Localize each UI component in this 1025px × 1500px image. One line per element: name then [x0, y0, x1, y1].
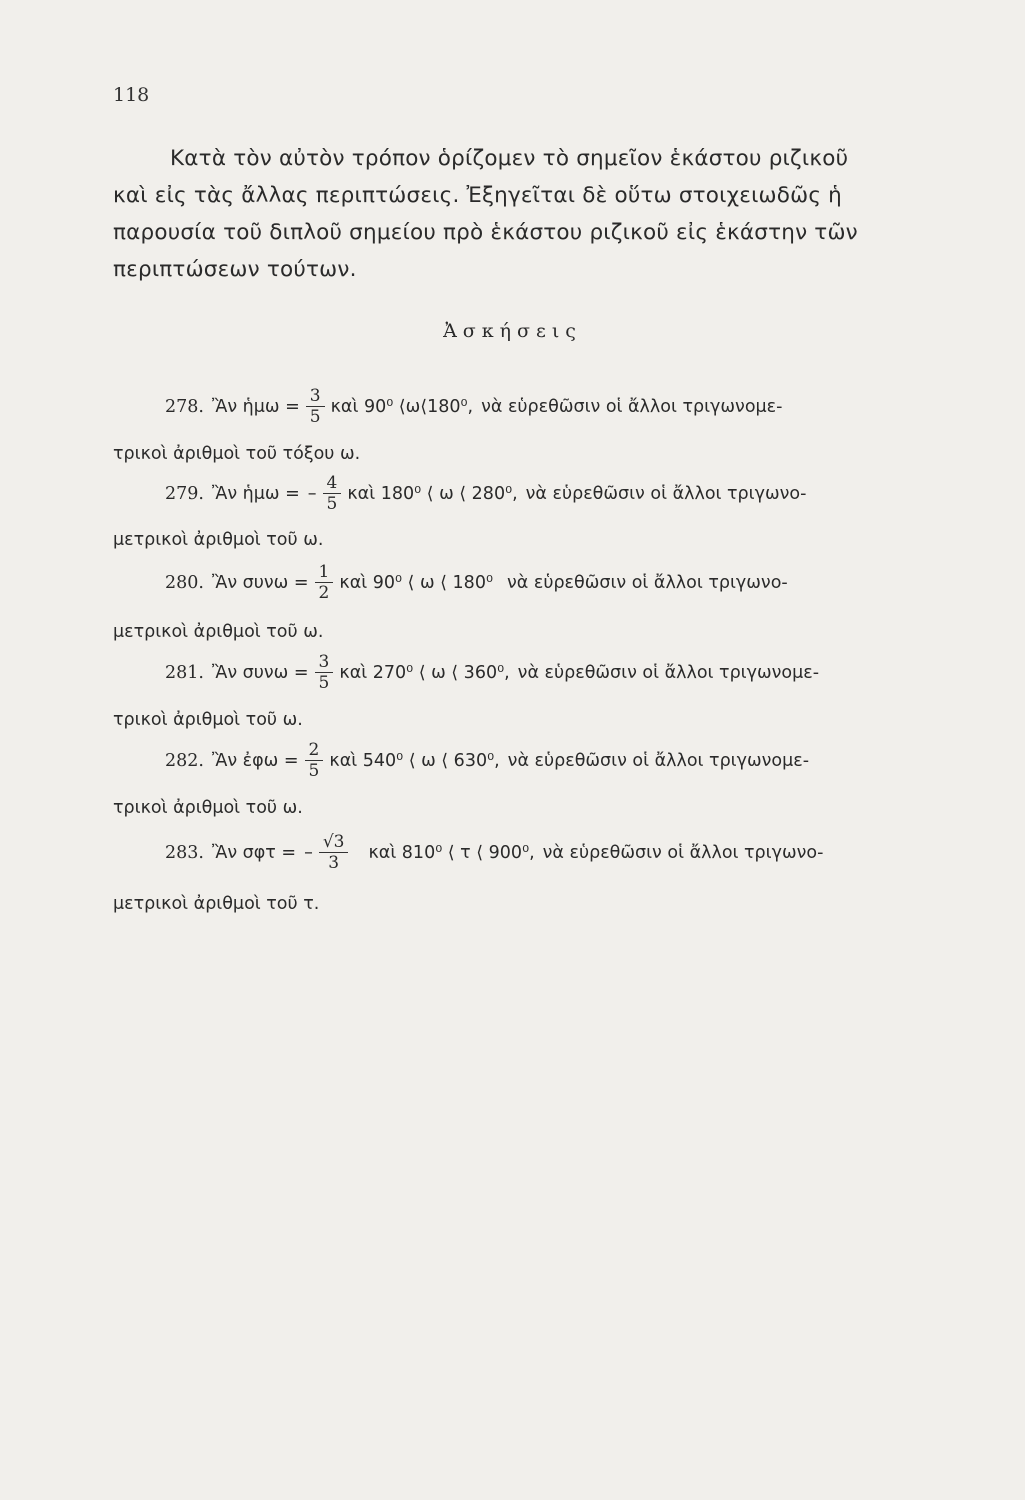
- exercise-number: 278.: [165, 396, 204, 417]
- fraction-numerator: 3: [306, 386, 325, 407]
- exercise-number: 280.: [165, 572, 204, 593]
- exercise-sign: –: [307, 483, 317, 504]
- fraction-numerator: 1: [315, 562, 334, 583]
- fraction-denominator: 5: [308, 761, 320, 781]
- exercise-lead: Ἂν συνω =: [211, 572, 309, 593]
- exercise-continuation: τρικοὶ ἀριθμοὶ τοῦ ω.: [113, 798, 303, 818]
- exercise-rest: νὰ εὑρεθῶσιν οἱ ἄλλοι τριγωνο-: [525, 483, 807, 504]
- exercise-sign: –: [304, 842, 313, 863]
- exercise-condition: καὶ 540⁰ ⟨ ω ⟨ 630⁰,: [329, 750, 500, 771]
- paragraph-line: παρουσία τοῦ διπλοῦ σημείου πρὸ ἑκάστου ριζικοῦ εἰς ἑκάστην τῶν: [113, 220, 858, 245]
- exercise-condition: καὶ 270⁰ ⟨ ω ⟨ 360⁰,: [339, 662, 510, 683]
- exercise-lead: Ἂν συνω =: [211, 662, 309, 683]
- fraction-denominator: 2: [318, 583, 330, 603]
- paragraph-line: περιπτώσεων τούτων.: [113, 257, 357, 282]
- exercise-continuation: τρικοὶ ἀριθμοὶ τοῦ τόξου ω.: [113, 444, 361, 464]
- fraction-numerator: 3: [315, 652, 334, 673]
- exercise-number: 281.: [165, 662, 204, 683]
- exercise-condition: καὶ 90⁰ ⟨ω⟨180⁰,: [330, 396, 474, 417]
- fraction-denominator: 5: [326, 494, 338, 514]
- fraction-denominator: 3: [328, 853, 340, 873]
- exercise-number: 279.: [165, 483, 204, 504]
- intro-paragraph: [113, 140, 963, 288]
- exercise-continuation: τρικοὶ ἀριθμοὶ τοῦ ω.: [113, 710, 303, 730]
- exercise-line: [165, 652, 819, 693]
- paragraph-line: Κατὰ τὸν αὐτὸν τρόπον ὁρίζομεν τὸ σημεῖον ἑκάστου ριζικοῦ: [170, 146, 849, 171]
- fraction-numerator: 4: [323, 473, 342, 494]
- exercise-lead: Ἂν ἐφω =: [211, 750, 299, 771]
- exercise-rest: νὰ εὑρεθῶσιν οἱ ἄλλοι τριγωνομε-: [507, 750, 810, 771]
- exercise-rest: νὰ εὑρεθῶσιν οἱ ἄλλοι τριγωνομε-: [481, 396, 783, 417]
- exercise-lead: Ἂν ἡμω =: [211, 483, 300, 504]
- fraction-numerator: √3: [319, 832, 349, 853]
- exercise-line: [165, 473, 806, 514]
- exercise-lead: Ἂν ἡμω =: [211, 396, 300, 417]
- fraction-denominator: 5: [318, 673, 330, 693]
- exercise-lead: Ἂν σφτ =: [211, 842, 297, 863]
- fraction: [305, 740, 324, 781]
- fraction: [306, 386, 325, 427]
- exercise-number: 282.: [165, 750, 204, 771]
- exercise-continuation: μετρικοὶ ἀριθμοὶ τοῦ ω.: [113, 622, 324, 642]
- fraction: [315, 652, 334, 693]
- exercise-number: 283.: [165, 842, 204, 863]
- exercise-line: [165, 386, 782, 427]
- section-heading: Ἀσκήσεις: [443, 320, 582, 342]
- paragraph-line: καὶ εἰς τὰς ἄλλας περιπτώσεις. Ἐξηγεῖται δὲ οὕτω στοιχειωδῶς ἡ: [113, 183, 842, 208]
- exercise-line: [165, 562, 788, 603]
- exercise-rest: νὰ εὑρεθῶσιν οἱ ἄλλοι τριγωνο-: [542, 842, 824, 863]
- exercise-continuation: μετρικοὶ ἀριθμοὶ τοῦ τ.: [113, 894, 320, 914]
- fraction-denominator: 5: [309, 407, 321, 427]
- exercise-line: [165, 740, 809, 781]
- fraction-numerator: 2: [305, 740, 324, 761]
- exercise-rest: νὰ εὑρεθῶσιν οἱ ἄλλοι τριγωνο-: [506, 572, 788, 593]
- exercise-continuation: μετρικοὶ ἀριθμοὶ τοῦ ω.: [113, 530, 324, 550]
- fraction: [315, 562, 334, 603]
- exercise-line: [165, 832, 823, 873]
- exercise-condition: καὶ 90⁰ ⟨ ω ⟨ 180⁰: [339, 572, 493, 593]
- exercise-rest: νὰ εὑρεθῶσιν οἱ ἄλλοι τριγωνομε-: [517, 662, 820, 683]
- fraction: [323, 473, 342, 514]
- page-number: 118: [113, 84, 150, 106]
- fraction: [319, 832, 349, 873]
- exercise-condition: καὶ 810⁰ ⟨ τ ⟨ 900⁰,: [368, 842, 535, 863]
- exercise-condition: καὶ 180⁰ ⟨ ω ⟨ 280⁰,: [347, 483, 518, 504]
